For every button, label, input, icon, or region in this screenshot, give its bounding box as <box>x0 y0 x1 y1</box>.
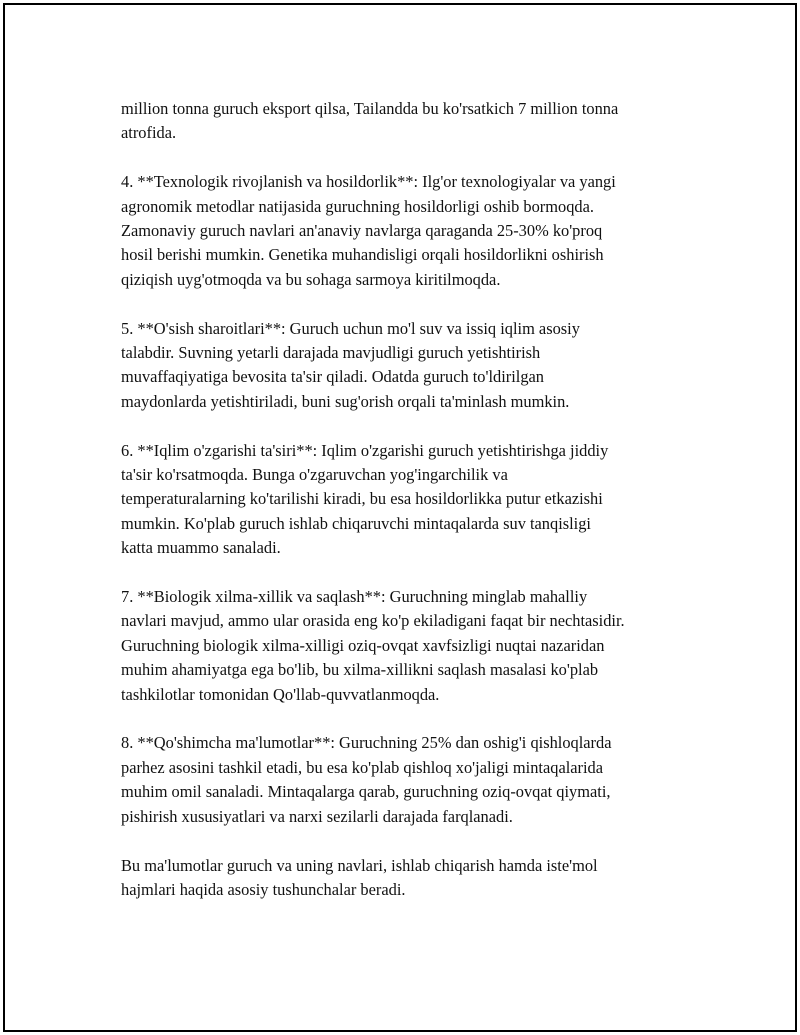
paragraph-technology-yield: 4. **Texnologik rivojlanish va hosildorlik**: Ilg'or texnologiyalar va yangi agronomik metodlar natijasida guruchning hosildorligi oshib bormoqda. Zamonaviy guruch navlari an'anaviy navlarga qaraganda 25-30% ko'proq hosil berishi mumkin. Genetika muhandisligi orqali hosildorlikni oshirish qiziqish uyg'otmoqda va bu sohaga sarmoya kiritilmoqda. <box>121 172 616 289</box>
paragraph-export-continuation: million tonna guruch eksport qilsa, Tailandda bu ko'rsatkich 7 million tonna atrofida. <box>121 99 619 143</box>
paragraph-growing-conditions: 5. **O'sish sharoitlari**: Guruch uchun mo'l suv va issiq iqlim asosiy talabdir. Suvning yetarli darajada mavjudligi guruch yetishtirish muvaffaqiyatiga bevosita ta'sir qiladi. Odatda guruch to'ldirilgan maydonlarda yetishtiriladi, buni sug'orish orqali ta'minlash mumkin. <box>121 318 580 411</box>
paragraph-biodiversity: 7. **Biologik xilma-xillik va saqlash**: Guruchning minglab mahalliy navlari mavjud, ammo ular orasida eng ko'p ekiladigani faqat bir nechtasidir. Guruchning biologik xilma-xilligi oziq-ovqat xavfsizligi nuqtai nazaridan muhim ahamiyatga ega bo'lib, bu xilma-xillikni saqlash masalasi ko'plab tashkilotlar tomonidan Qo'llab-quvvatlanmoqda. <box>121 587 625 704</box>
paragraph-conclusion: Bu ma'lumotlar guruch va uning navlari, ishlab chiqarish hamda iste'mol hajmlari haqida asosiy tushunchalar beradi. <box>121 855 598 899</box>
page-frame <box>3 3 797 1032</box>
document-body <box>121 97 711 927</box>
paragraph-climate-change: 6. **Iqlim o'zgarishi ta'siri**: Iqlim o'zgarishi guruch yetishtirishga jiddiy ta'sir ko'rsatmoqda. Bunga o'zgaruvchan yog'ingarchilik va temperaturalarning ko'tarilishi kiradi, bu esa hosildorlikka putur etkazishi mumkin. Ko'plab guruch ishlab chiqaruvchi mintaqalarda suv tanqisligi katta muammo sanaladi. <box>121 440 609 558</box>
paragraph-additional-info: 8. **Qo'shimcha ma'lumotlar**: Guruchning 25% dan oshig'i qishloqlarda parhez asosini tashkil etadi, bu esa ko'plab qishloq xo'jaligi mintaqalarida muhim omil sanaladi. Mintaqalarga qarab, guruchning oziq-ovqat qiymati, pishirish xususiyatlari va narxi sezilarli darajada farqlanadi. <box>121 733 612 826</box>
